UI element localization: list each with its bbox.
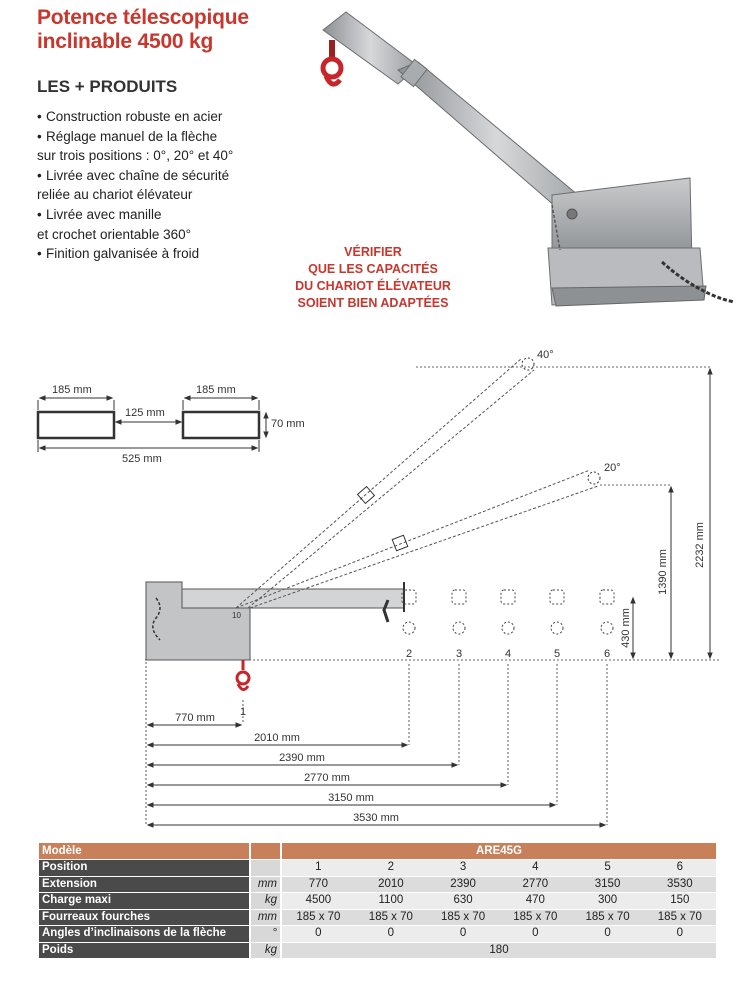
cell: 4 (499, 860, 571, 877)
cell: 185 x 70 (281, 909, 355, 926)
fork-sleeve-diagram (38, 396, 268, 452)
feature-text: Livrée avec chaîne de sécurité (46, 167, 230, 183)
row-unit: mm (250, 909, 281, 926)
cell: 3150 (571, 876, 643, 893)
table-header-row (39, 843, 716, 860)
feature-text: Finition galvanisée à froid (46, 246, 200, 262)
row-unit (250, 860, 281, 877)
cell: 2770 (499, 876, 571, 893)
cell: 770 (281, 876, 355, 893)
table-row (39, 909, 716, 926)
height-40-label: 2232 mm (694, 522, 706, 568)
warning-line: DU CHARIOT ÉLÉVATEUR (295, 279, 451, 293)
feature-text-cont: et crochet orientable 360° (37, 226, 191, 242)
sleeve-right-width: 185 mm (196, 384, 236, 396)
position-label: 4 (505, 648, 512, 660)
row-label: Charge maxi (39, 893, 250, 910)
boom-mark-label: 10 (232, 611, 241, 620)
table-row (39, 942, 716, 959)
row-label: Position (39, 860, 250, 877)
sleeve-left-width: 185 mm (52, 384, 92, 396)
row-label: Extension (39, 876, 250, 893)
cell: 1 (281, 860, 355, 877)
cell: 3530 (644, 876, 716, 893)
table-row (39, 893, 716, 910)
position-1-hook-icon (237, 660, 249, 690)
cell: 2010 (355, 876, 427, 893)
cell: 185 x 70 (571, 909, 643, 926)
cell: 185 x 70 (355, 909, 427, 926)
table-row (39, 926, 716, 943)
cell: 630 (427, 893, 499, 910)
extension-label: 2770 mm (304, 772, 350, 784)
model-value: ARE45G (281, 843, 716, 860)
angle-40-label: 40° (537, 349, 554, 361)
row-label: Poids (39, 942, 250, 959)
cell: 0 (499, 926, 571, 943)
table-row (39, 876, 716, 893)
features-heading: LES + PRODUITS (37, 77, 178, 96)
cell: 2390 (427, 876, 499, 893)
feature-text: Livrée avec manille (46, 206, 162, 222)
title-line-2: inclinable 4500 kg (37, 30, 214, 53)
row-unit: mm (250, 876, 281, 893)
red-hook-icon (323, 40, 341, 84)
position-label: 5 (554, 648, 561, 660)
cell: 1100 (355, 893, 427, 910)
row-unit: kg (250, 893, 281, 910)
feature-text-cont: sur trois positions : 0°, 20° et 40° (37, 148, 234, 164)
extension-label: 2390 mm (279, 752, 325, 764)
side-diagram-labels (175, 349, 706, 824)
table-row (39, 860, 716, 877)
position-label: 1 (240, 706, 247, 718)
position-label: 6 (604, 648, 611, 660)
warning-line: QUE LES CAPACITÉS (308, 262, 438, 276)
row-unit: ° (250, 926, 281, 943)
cell: 185 x 70 (644, 909, 716, 926)
extension-label: 3150 mm (328, 792, 374, 804)
unit-cell (250, 843, 281, 860)
sleeve-gap: 125 mm (125, 407, 165, 419)
row-label: Angles d’inclinaisons de la flèche (39, 926, 250, 943)
cell: 0 (355, 926, 427, 943)
crane-photo (323, 12, 734, 306)
side-elevation-diagram (145, 358, 720, 827)
cell: 0 (644, 926, 716, 943)
spec-table (39, 843, 716, 959)
extension-label: 3530 mm (353, 812, 399, 824)
fork-dimension-labels (52, 384, 305, 465)
feature-text: Construction robuste en acier (46, 109, 223, 124)
feature-text-cont: reliée au chariot élévateur (37, 187, 193, 203)
position-label: 2 (406, 648, 413, 660)
cell: 150 (644, 893, 716, 910)
cell: 185 x 70 (427, 909, 499, 926)
cell: 6 (644, 860, 716, 877)
title-line-1: Potence télescopique (37, 6, 249, 29)
cell: 3 (427, 860, 499, 877)
position-label: 3 (456, 648, 463, 660)
extension-label: 770 mm (175, 712, 215, 724)
extension-label: 2010 mm (254, 732, 300, 744)
warning-line: VÉRIFIER (344, 245, 402, 259)
model-label: Modèle (39, 843, 250, 860)
height-0-label: 430 mm (620, 608, 632, 648)
weight-value: 180 (281, 942, 716, 959)
cell: 4500 (281, 893, 355, 910)
sleeve-total-width: 525 mm (122, 453, 162, 465)
row-unit: kg (250, 942, 281, 959)
sleeve-height: 70 mm (271, 418, 305, 430)
warning-line: SOIENT BIEN ADAPTÉES (297, 296, 449, 310)
cell: 300 (571, 893, 643, 910)
row-label: Fourreaux fourches (39, 909, 250, 926)
angle-20-label: 20° (604, 462, 621, 474)
cell: 0 (427, 926, 499, 943)
height-20-label: 1390 mm (657, 549, 669, 595)
cell: 5 (571, 860, 643, 877)
cell: 2 (355, 860, 427, 877)
cell: 0 (281, 926, 355, 943)
feature-text: Réglage manuel de la flèche (46, 128, 218, 144)
cell: 185 x 70 (499, 909, 571, 926)
cell: 470 (499, 893, 571, 910)
cell: 0 (571, 926, 643, 943)
